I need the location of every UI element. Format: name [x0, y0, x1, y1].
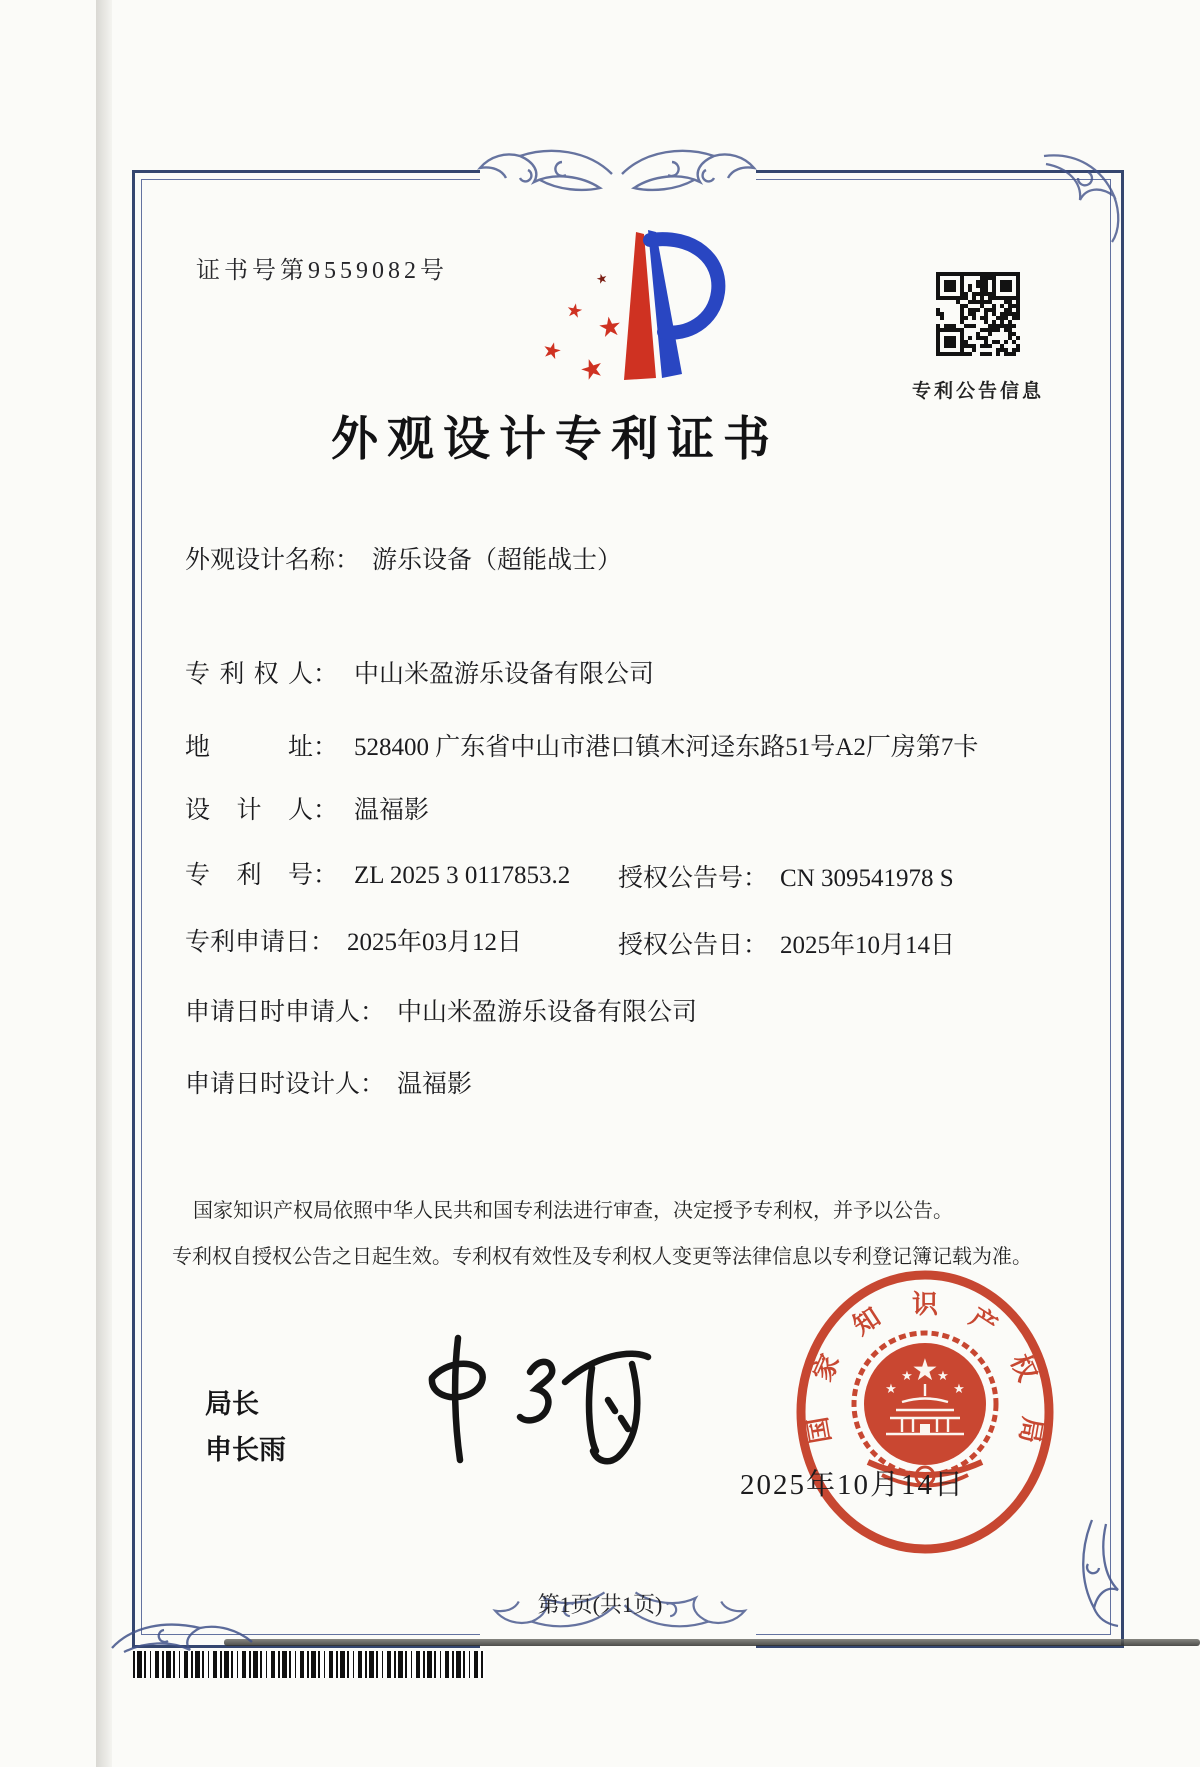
flourish-top-center	[462, 138, 772, 206]
field-label: 申请日时申请人	[185, 999, 361, 1026]
colon: ：	[313, 734, 339, 761]
seal-ring-char: 识	[911, 1290, 938, 1319]
field-label: 专利号	[185, 862, 313, 889]
field-row-grant-date	[618, 925, 955, 961]
field-value: 中山米盈游乐设备有限公司	[354, 661, 655, 688]
page-number: 第1页(共1页)	[537, 1592, 663, 1617]
grant-statement-line2: 专利权自授权公告之日起生效。专利权有效性及专利权人变更等法律信息以专利登记簿记载为准。	[172, 1246, 1032, 1268]
seal-ring-char: 权	[1004, 1350, 1042, 1386]
seal-ring-char: 家	[808, 1350, 846, 1386]
field-value: 2025年10月14日	[780, 932, 956, 959]
field-label: 设计人	[185, 797, 313, 824]
colon: ：	[743, 865, 769, 892]
seal-date: 2025年10月14日	[740, 1469, 966, 1501]
svg-text:★: ★	[937, 1369, 949, 1384]
svg-text:★: ★	[953, 1382, 965, 1397]
emblem-arch	[920, 1424, 930, 1433]
official-seal	[792, 1266, 1062, 1558]
document-title: 外观设计专利证书	[331, 414, 779, 466]
field-label: 外观设计名称	[185, 547, 336, 574]
field-row-grant-no	[618, 858, 954, 894]
field-value: CN 309541978 S	[780, 865, 954, 892]
colon: ：	[313, 862, 339, 889]
qr-code	[936, 272, 1020, 356]
field-row-designer-at-filing	[185, 1064, 472, 1100]
field-value: 温福影	[397, 1071, 473, 1098]
field-row-patentee	[185, 654, 654, 690]
colon: ：	[313, 661, 339, 688]
handwritten-signature	[380, 1318, 670, 1488]
colon: ：	[743, 932, 769, 959]
scan-edge-shadow	[96, 0, 112, 1767]
field-row-patent-no	[185, 855, 570, 891]
flourish-bottom-left	[108, 1598, 258, 1656]
field-row-filing-date	[185, 922, 522, 958]
seal-ring-char: 局	[1013, 1414, 1048, 1446]
scan-bottom-edge	[224, 1639, 1200, 1646]
field-value: 528400 广东省中山市港口镇木河迳东路51号A2厂房第7卡	[354, 734, 979, 761]
field-value: 中山米盈游乐设备有限公司	[397, 999, 698, 1026]
star-icon: ★	[575, 351, 609, 388]
field-row-applicant-at-filing	[185, 992, 697, 1028]
field-value: ZL 2025 3 0117853.2	[354, 862, 571, 889]
commissioner-name: 申长雨	[205, 1435, 286, 1465]
svg-text:★: ★	[885, 1382, 897, 1397]
colon: ：	[360, 999, 386, 1026]
colon: ：	[335, 547, 361, 574]
field-row-design-name	[185, 540, 622, 576]
star-icon: ★	[594, 269, 610, 288]
field-label: 专利权人	[185, 661, 313, 688]
field-value: 温福影	[354, 797, 430, 824]
colon: ：	[313, 797, 339, 824]
flourish-bottom-right	[1058, 1516, 1130, 1628]
commissioner-title: 局长	[205, 1389, 259, 1419]
qr-caption: 专利公告信息	[911, 381, 1044, 402]
star-icon: ★	[564, 299, 585, 324]
certificate-number: 证书号第9559082号	[196, 258, 448, 284]
colon: ：	[360, 1071, 386, 1098]
star-icon: ★	[539, 335, 565, 366]
field-label: 授权公告日	[618, 932, 744, 959]
seal-ring-char: 产	[964, 1302, 1003, 1341]
field-value: 游乐设备（超能战士）	[372, 547, 623, 574]
field-value: 2025年03月12日	[347, 929, 523, 956]
grant-statement-line1: 国家知识产权局依照中华人民共和国专利法进行审查，决定授予专利权，并予以公告。	[193, 1200, 953, 1222]
cnipa-logo-mark	[478, 220, 738, 396]
seal-ring-char: 国	[802, 1414, 837, 1446]
field-label: 授权公告号	[618, 865, 744, 892]
seal-ring-char: 知	[847, 1302, 886, 1341]
field-row-designer	[185, 790, 429, 826]
svg-text:★: ★	[901, 1369, 913, 1384]
star-icon: ★	[595, 310, 625, 344]
colon: ：	[310, 929, 336, 956]
field-label: 地址	[185, 734, 313, 761]
svg-text:★: ★	[911, 1353, 939, 1388]
field-label: 申请日时设计人	[185, 1071, 361, 1098]
field-label: 专利申请日	[185, 929, 311, 956]
flourish-top-right	[1036, 142, 1128, 246]
cnipa-logo	[478, 220, 738, 396]
field-row-address	[185, 727, 978, 763]
